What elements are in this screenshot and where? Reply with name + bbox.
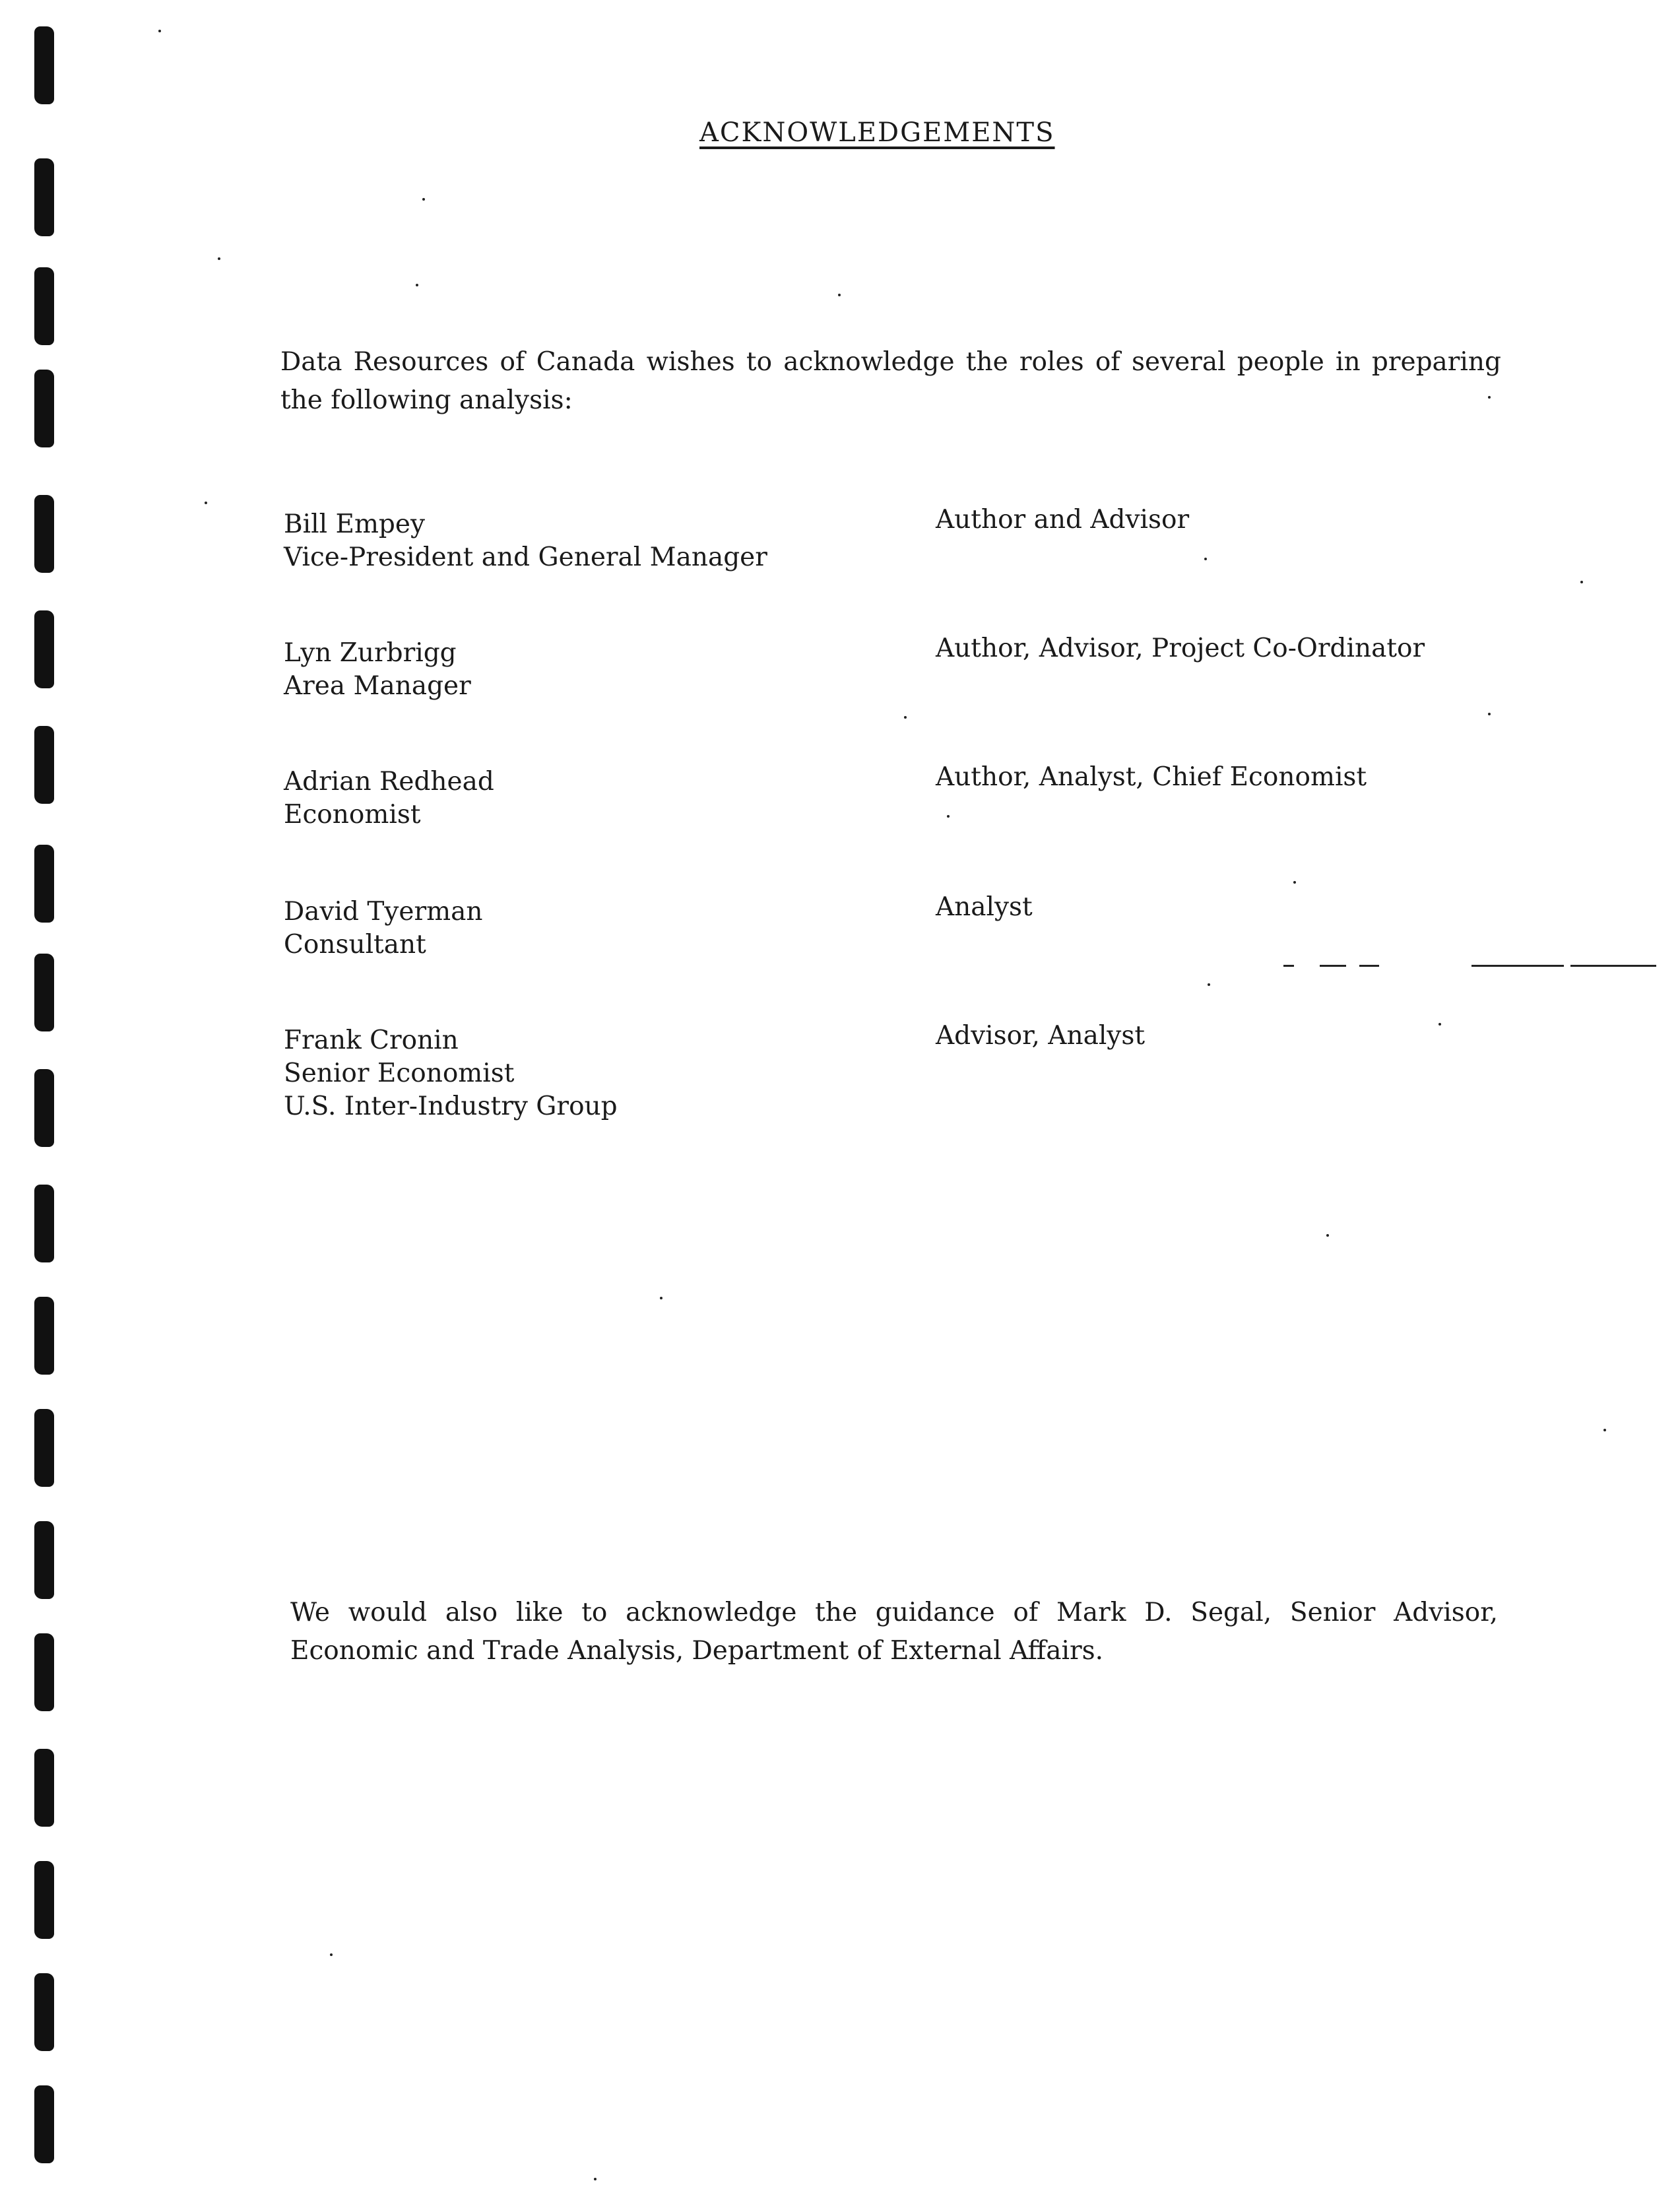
scan-speck: [1603, 1429, 1606, 1431]
binding-hole: [34, 1973, 54, 2051]
scan-speck: [1326, 1234, 1329, 1237]
scan-speck: [330, 1953, 333, 1956]
binding-hole: [34, 1409, 54, 1487]
binding-hole: [34, 1861, 54, 1939]
page-title: ACKNOWLEDGEMENTS: [699, 117, 1055, 148]
person-role: Author, Analyst, Chief Economist: [936, 762, 1367, 792]
scan-speck: [158, 30, 161, 32]
stray-rule: [1283, 965, 1294, 967]
scan-speck: [218, 257, 220, 260]
scan-speck: [416, 284, 418, 286]
scan-speck: [1580, 581, 1583, 583]
binding-hole: [34, 726, 54, 804]
scan-speck: [422, 198, 425, 201]
stray-rule: [1570, 965, 1656, 967]
scan-speck: [1488, 713, 1491, 715]
person-name: Frank Cronin: [284, 1026, 459, 1055]
stray-rule: [1359, 965, 1379, 967]
person-entry: [284, 766, 878, 832]
person-entry: [284, 637, 878, 703]
person-name: Lyn Zurbrigg: [284, 638, 457, 668]
binding-hole: [34, 1069, 54, 1147]
scan-speck: [1208, 983, 1210, 986]
person-entry: [284, 896, 878, 962]
person-entry: [284, 508, 878, 574]
scan-speck: [838, 294, 841, 296]
binding-hole: [34, 954, 54, 1031]
binding-hole: [34, 845, 54, 923]
person-name: Bill Empey: [284, 509, 426, 539]
scan-speck: [904, 716, 907, 719]
binding-hole: [34, 1749, 54, 1827]
scan-speck: [205, 502, 207, 504]
closing-paragraph: We would also like to acknowledge the guidance of Mark D. Segal, Senior Advisor, Economic and Trade Analysis, Department of External Affairs.: [290, 1598, 1498, 1666]
binding-hole: [34, 2085, 54, 2163]
binding-hole: [34, 370, 54, 447]
person-role: Advisor, Analyst: [936, 1021, 1146, 1051]
binding-hole: [34, 267, 54, 345]
binding-hole: [34, 1633, 54, 1711]
person-name: Adrian Redhead: [284, 767, 494, 797]
person-role: Author and Advisor: [936, 505, 1190, 535]
intro-paragraph: Data Resources of Canada wishes to acknowledge the roles of several people in preparing the following analysis:: [280, 347, 1501, 415]
binding-hole: [34, 1185, 54, 1262]
binding-hole: [34, 1521, 54, 1599]
scan-speck: [1293, 881, 1296, 884]
person-role: Author, Advisor, Project Co-Ordinator: [936, 634, 1425, 663]
person-title: Consultant: [284, 930, 426, 960]
scan-speck: [1204, 558, 1207, 560]
scan-speck: [660, 1297, 662, 1299]
person-title: U.S. Inter-Industry Group: [284, 1092, 618, 1121]
person-role: Analyst: [936, 892, 1033, 922]
person-title: Area Manager: [284, 671, 471, 701]
person-entry: [284, 1024, 878, 1123]
stray-rule: [1320, 965, 1346, 967]
scan-speck: [947, 815, 950, 818]
person-title: Vice-President and General Manager: [284, 542, 767, 572]
person-name: David Tyerman: [284, 897, 483, 927]
binding-hole: [34, 26, 54, 104]
binding-holes: [34, 0, 61, 2189]
binding-hole: [34, 610, 54, 688]
binding-hole: [34, 158, 54, 236]
stray-rule: [1471, 965, 1564, 967]
person-title: Senior Economist: [284, 1059, 515, 1088]
binding-hole: [34, 1297, 54, 1375]
scan-speck: [594, 2178, 597, 2180]
binding-hole: [34, 495, 54, 573]
person-title: Economist: [284, 800, 421, 830]
